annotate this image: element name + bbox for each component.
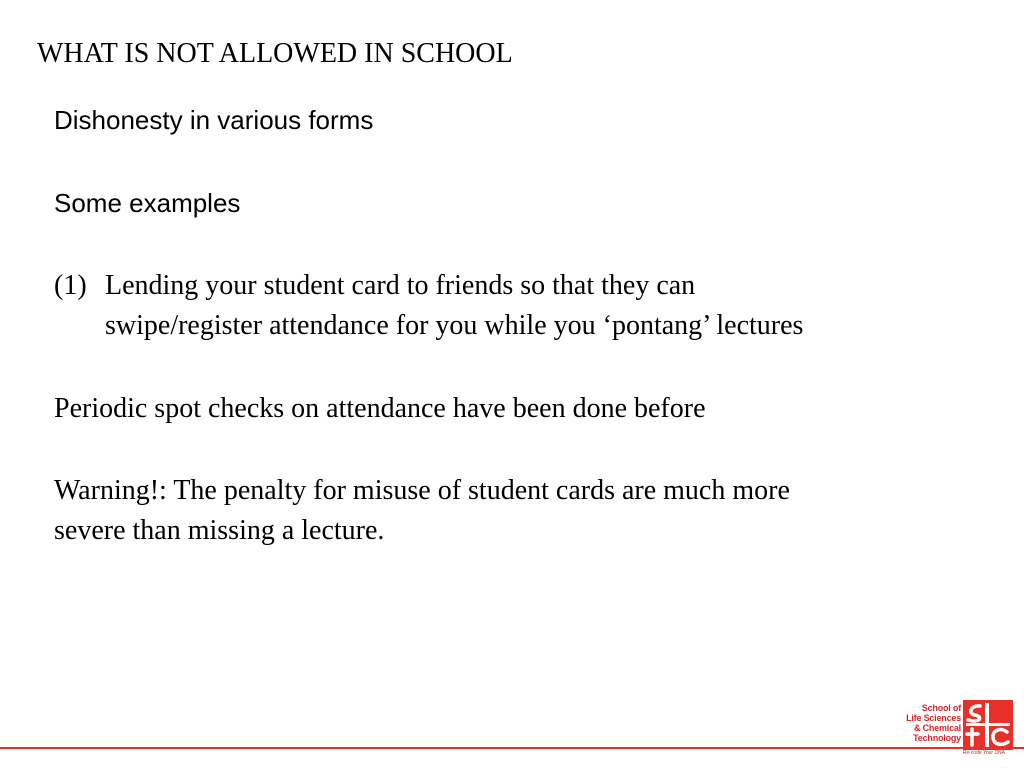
- example-item: [54, 266, 985, 346]
- logo-tagline: Re-code Your DNA: [962, 750, 1005, 756]
- logo-line: School of: [921, 703, 961, 713]
- lsct-logo-icon: [963, 700, 1013, 750]
- example-item-line-2: swipe/register attendance for you while you ‘pontang’ lectures: [105, 310, 804, 341]
- subtitle: Dishonesty in various forms: [54, 105, 374, 135]
- example-item-number: (1): [54, 270, 87, 301]
- logo-line: Life Sciences: [906, 713, 961, 723]
- spot-checks-text: Periodic spot checks on attendance have been done before: [54, 393, 706, 424]
- school-logo-text: [906, 703, 961, 743]
- logo-line: Technology: [913, 733, 961, 743]
- slide-title: WHAT IS NOT ALLOWED IN SCHOOL: [37, 38, 513, 69]
- examples-heading: Some examples: [54, 188, 241, 218]
- logo-line: & Chemical: [913, 723, 961, 733]
- school-logo: [893, 700, 1017, 756]
- warning-line-2: severe than missing a lecture.: [54, 515, 385, 546]
- warning-text: [54, 471, 974, 551]
- footer-rule: [0, 747, 1024, 749]
- warning-line-1: Warning!: The penalty for misuse of student cards are much more: [54, 475, 790, 506]
- example-item-line-1: Lending your student card to friends so that they can: [105, 270, 696, 301]
- example-item-text: [105, 266, 985, 346]
